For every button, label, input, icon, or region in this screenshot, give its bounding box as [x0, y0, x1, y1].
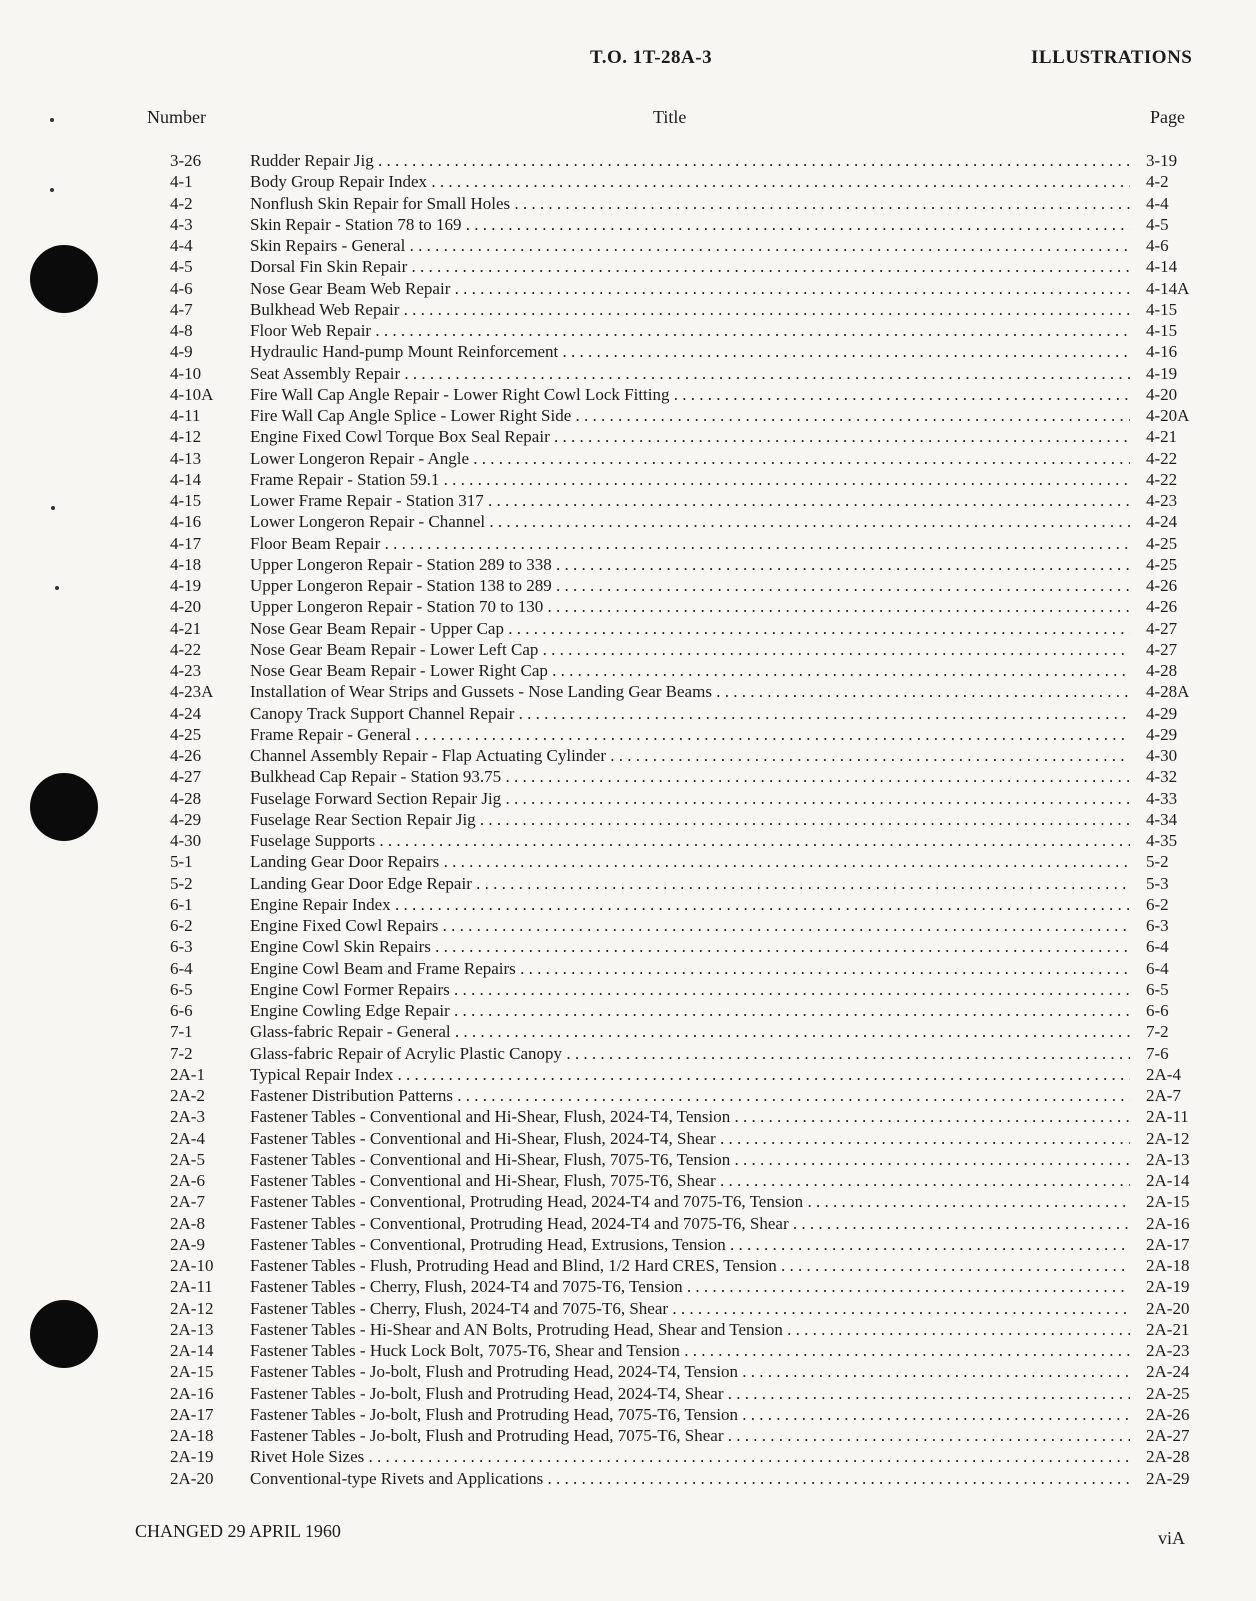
figure-title: Nonflush Skin Repair for Small Holes . . . — [250, 193, 1130, 214]
list-item — [0, 1128, 1256, 1149]
figure-title: Engine Fixed Cowl Torque Box Seal Repair . . . — [250, 426, 1130, 447]
figure-page: 4-26 — [1146, 597, 1178, 617]
figure-title: Engine Repair Index . . . — [250, 894, 1130, 915]
list-item — [0, 766, 1256, 787]
figure-number: 4-9 — [170, 342, 193, 362]
figure-number: 2A-2 — [170, 1086, 205, 1105]
figure-title: Fastener Tables - Jo-bolt, Flush and Protruding Head, 7075-T6, Tension . . . — [250, 1404, 1130, 1425]
figure-number: 2A-9 — [170, 1234, 205, 1254]
figure-title: Floor Beam Repair . . . — [250, 533, 1130, 554]
figure-title: Nose Gear Beam Web Repair . . . — [250, 278, 1130, 299]
list-item — [0, 958, 1256, 979]
figure-number: 7-2 — [170, 1043, 193, 1063]
figure-page: 4-28A — [1146, 682, 1190, 702]
list-item — [0, 405, 1256, 426]
list-item — [0, 256, 1256, 277]
page-number: viA — [1158, 1528, 1185, 1548]
list-item — [0, 745, 1256, 766]
figure-title: Frame Repair - Station 59.1 . . . — [250, 469, 1130, 490]
list-item — [0, 596, 1256, 617]
list-item — [0, 278, 1256, 299]
figure-number: 6-1 — [170, 894, 193, 914]
figure-number: 2A-13 — [170, 1319, 214, 1339]
figure-number: 6-5 — [170, 979, 193, 999]
figure-title: Fastener Tables - Jo-bolt, Flush and Protruding Head, 7075-T6, Shear . . . — [250, 1425, 1130, 1446]
figure-page: 4-30 — [1146, 746, 1178, 765]
list-item — [0, 1021, 1256, 1042]
figure-page: 4-35 — [1146, 831, 1178, 850]
figure-number: 4-10A — [170, 384, 214, 404]
figure-number: 2A-1 — [170, 1064, 205, 1084]
figure-number: 4-7 — [170, 299, 193, 319]
figure-number: 4-12 — [170, 427, 202, 447]
figure-number: 4-21 — [170, 618, 202, 638]
figure-title: Landing Gear Door Edge Repair . . . — [250, 873, 1130, 894]
figure-page: 5-3 — [1146, 873, 1169, 893]
figure-page: 4-23 — [1146, 491, 1178, 510]
list-item — [0, 554, 1256, 575]
list-item — [0, 1043, 1256, 1064]
figure-page: 2A-21 — [1146, 1319, 1190, 1339]
list-item — [0, 1255, 1256, 1276]
figure-page: 4-20A — [1146, 406, 1190, 425]
figure-page: 2A-13 — [1146, 1149, 1190, 1169]
figure-page: 2A-24 — [1146, 1362, 1190, 1382]
figure-title: Fastener Distribution Patterns . . . — [250, 1085, 1130, 1106]
list-item — [0, 894, 1256, 915]
figure-number: 4-20 — [170, 597, 202, 617]
figure-page: 4-28 — [1146, 661, 1178, 680]
figure-page: 2A-27 — [1146, 1426, 1190, 1445]
list-item — [0, 235, 1256, 256]
figure-page: 6-2 — [1146, 894, 1169, 914]
figure-title: Glass-fabric Repair - General . . . — [250, 1021, 1130, 1042]
figure-number: 7-1 — [170, 1022, 193, 1042]
list-item — [0, 660, 1256, 681]
figure-page: 2A-4 — [1146, 1064, 1181, 1084]
list-item — [0, 809, 1256, 830]
list-item — [0, 490, 1256, 511]
figure-page: 4-14A — [1146, 278, 1190, 298]
figure-page: 2A-16 — [1146, 1213, 1190, 1233]
figure-title: Nose Gear Beam Repair - Lower Left Cap . . . — [250, 639, 1130, 660]
figure-title: Upper Longeron Repair - Station 70 to 130 . . . — [250, 596, 1130, 617]
figure-title: Conventional-type Rivets and Applications . . . — [250, 1468, 1130, 1489]
figure-page: 2A-18 — [1146, 1256, 1190, 1275]
figure-number: 4-8 — [170, 321, 193, 340]
figure-number: 4-18 — [170, 554, 202, 574]
figure-title: Typical Repair Index . . . — [250, 1064, 1130, 1085]
list-item — [0, 1191, 1256, 1212]
figure-number: 4-28 — [170, 788, 202, 808]
figure-title: Lower Longeron Repair - Channel . . . — [250, 511, 1130, 532]
figure-page: 2A-17 — [1146, 1234, 1190, 1254]
figure-number: 4-30 — [170, 831, 202, 850]
figure-title: Body Group Repair Index . . . — [250, 171, 1130, 192]
list-item — [0, 1340, 1256, 1361]
figure-number: 4-17 — [170, 533, 202, 553]
figure-title: Fastener Tables - Jo-bolt, Flush and Protruding Head, 2024-T4, Tension . . . — [250, 1361, 1130, 1382]
figure-number: 4-14 — [170, 469, 202, 489]
figure-title: Channel Assembly Repair - Flap Actuating Cylinder . . . — [250, 745, 1130, 766]
figure-page: 2A-7 — [1146, 1086, 1181, 1105]
list-item — [0, 150, 1256, 171]
list-item — [0, 1298, 1256, 1319]
figure-number: 2A-3 — [170, 1107, 205, 1127]
figure-page: 2A-26 — [1146, 1404, 1190, 1424]
figure-number: 2A-16 — [170, 1383, 214, 1403]
list-item — [0, 171, 1256, 192]
figure-page: 7-2 — [1146, 1022, 1169, 1042]
figure-page: 4-26 — [1146, 576, 1178, 595]
figure-title: Engine Cowl Skin Repairs . . . — [250, 936, 1130, 957]
figure-number: 4-15 — [170, 491, 202, 510]
change-notice: CHANGED 29 APRIL 1960 — [135, 1521, 341, 1541]
list-item — [0, 1085, 1256, 1106]
figure-page: 2A-15 — [1146, 1192, 1190, 1212]
figure-title: Fastener Tables - Flush, Protruding Head and Blind, 1/2 Hard CRES, Tension . . . — [250, 1255, 1130, 1276]
figure-page: 2A-23 — [1146, 1341, 1190, 1360]
figure-title: Fastener Tables - Conventional, Protruding Head, 2024-T4 and 7075-T6, Shear . . . — [250, 1213, 1130, 1234]
figure-title: Fastener Tables - Conventional and Hi-Shear, Flush, 2024-T4, Tension . . . — [250, 1106, 1130, 1127]
figure-title: Engine Cowling Edge Repair . . . — [250, 1000, 1130, 1021]
figure-title: Seat Assembly Repair . . . — [250, 363, 1130, 384]
figure-number: 4-13 — [170, 448, 202, 468]
list-item — [0, 1170, 1256, 1191]
figure-title: Nose Gear Beam Repair - Lower Right Cap . . . — [250, 660, 1130, 681]
figure-title: Fastener Tables - Hi-Shear and AN Bolts, Protruding Head, Shear and Tension . . . — [250, 1319, 1130, 1340]
figure-page: 4-20 — [1146, 384, 1178, 404]
list-item — [0, 703, 1256, 724]
figure-page: 4-21 — [1146, 427, 1178, 447]
list-item — [0, 1468, 1256, 1489]
figure-title: Fastener Tables - Jo-bolt, Flush and Protruding Head, 2024-T4, Shear . . . — [250, 1383, 1130, 1404]
figure-title: Engine Fixed Cowl Repairs . . . — [250, 915, 1130, 936]
figure-title: Glass-fabric Repair of Acrylic Plastic Canopy . . . — [250, 1043, 1130, 1064]
figure-page: 6-5 — [1146, 979, 1169, 999]
figure-title: Engine Cowl Former Repairs . . . — [250, 979, 1130, 1000]
list-item — [0, 533, 1256, 554]
list-item — [0, 1361, 1256, 1382]
list-item — [0, 681, 1256, 702]
figure-page: 2A-29 — [1146, 1468, 1190, 1488]
figure-number: 2A-18 — [170, 1426, 214, 1445]
figure-number: 4-10 — [170, 363, 202, 383]
figure-number: 4-19 — [170, 576, 202, 595]
figure-number: 6-2 — [170, 916, 193, 935]
list-item — [0, 1446, 1256, 1467]
list-item — [0, 1064, 1256, 1085]
list-item — [0, 724, 1256, 745]
figure-page: 4-27 — [1146, 618, 1178, 638]
figure-page: 6-3 — [1146, 916, 1169, 935]
figure-number: 4-2 — [170, 193, 193, 213]
figure-number: 6-4 — [170, 958, 193, 978]
figure-title: Upper Longeron Repair - Station 289 to 338 . . . — [250, 554, 1130, 575]
figure-title: Rivet Hole Sizes . . . — [250, 1446, 1130, 1467]
figure-number: 4-27 — [170, 767, 202, 787]
list-item — [0, 979, 1256, 1000]
figure-number: 2A-8 — [170, 1213, 205, 1233]
figure-title: Fastener Tables - Cherry, Flush, 2024-T4 and 7075-T6, Shear . . . — [250, 1298, 1130, 1319]
list-item — [0, 1149, 1256, 1170]
list-item — [0, 1425, 1256, 1446]
list-item — [0, 1106, 1256, 1127]
figure-title: Installation of Wear Strips and Gussets - Nose Landing Gear Beams . . . — [250, 681, 1130, 702]
figure-title: Rudder Repair Jig . . . — [250, 150, 1130, 171]
figure-number: 4-6 — [170, 278, 193, 298]
figure-page: 6-4 — [1146, 958, 1169, 978]
figure-number: 2A-15 — [170, 1362, 214, 1382]
figure-title: Skin Repair - Station 78 to 169 . . . — [250, 214, 1130, 235]
figure-title: Bulkhead Cap Repair - Station 93.75 . . . — [250, 766, 1130, 787]
section-title: ILLUSTRATIONS — [1031, 47, 1193, 68]
list-item — [0, 851, 1256, 872]
figure-page: 4-32 — [1146, 767, 1178, 787]
list-item — [0, 639, 1256, 660]
list-item — [0, 1383, 1256, 1404]
list-item — [0, 618, 1256, 639]
figure-number: 3-26 — [170, 151, 202, 170]
figure-number: 5-1 — [170, 852, 193, 872]
figure-title: Landing Gear Door Repairs . . . — [250, 851, 1130, 872]
list-item — [0, 341, 1256, 362]
figure-number: 5-2 — [170, 873, 193, 893]
figure-title: Fastener Tables - Huck Lock Bolt, 7075-T6, Shear and Tension . . . — [250, 1340, 1130, 1361]
title-column-heading: Title — [653, 107, 687, 127]
list-item — [0, 511, 1256, 532]
figure-number: 2A-10 — [170, 1256, 214, 1275]
figure-title: Fastener Tables - Conventional, Protruding Head, Extrusions, Tension . . . — [250, 1234, 1130, 1255]
figure-page: 2A-14 — [1146, 1171, 1190, 1190]
figure-page: 4-25 — [1146, 533, 1178, 553]
figure-number: 4-25 — [170, 724, 202, 744]
figure-title: Upper Longeron Repair - Station 138 to 289 . . . — [250, 575, 1130, 596]
figure-page: 4-5 — [1146, 214, 1169, 234]
figure-page: 4-22 — [1146, 469, 1178, 489]
figure-page: 4-19 — [1146, 363, 1178, 383]
figure-title: Engine Cowl Beam and Frame Repairs . . . — [250, 958, 1130, 979]
figure-title: Dorsal Fin Skin Repair . . . — [250, 256, 1130, 277]
figure-title: Fuselage Rear Section Repair Jig . . . — [250, 809, 1130, 830]
figure-page: 6-6 — [1146, 1001, 1169, 1020]
figure-page: 4-15 — [1146, 321, 1178, 340]
figure-number: 4-11 — [170, 406, 201, 425]
figure-number: 2A-11 — [170, 1277, 213, 1297]
list-item — [0, 788, 1256, 809]
figure-number: 2A-20 — [170, 1468, 214, 1488]
figure-page: 2A-11 — [1146, 1107, 1189, 1127]
list-item — [0, 214, 1256, 235]
list-item — [0, 1276, 1256, 1297]
list-item — [0, 1319, 1256, 1340]
figure-title: Fastener Tables - Cherry, Flush, 2024-T4 and 7075-T6, Tension . . . — [250, 1276, 1130, 1297]
figure-page: 4-29 — [1146, 703, 1178, 723]
list-item — [0, 193, 1256, 214]
figure-page: 4-33 — [1146, 788, 1178, 808]
figure-page: 4-34 — [1146, 809, 1178, 829]
list-item — [0, 1404, 1256, 1425]
figure-title: Fastener Tables - Conventional, Protruding Head, 2024-T4 and 7075-T6, Tension . . . — [250, 1191, 1130, 1212]
list-item — [0, 1234, 1256, 1255]
document-number: T.O. 1T-28A-3 — [590, 47, 713, 68]
illustration-list — [0, 150, 1256, 1489]
page-column-heading: Page — [1150, 107, 1185, 127]
figure-number: 4-16 — [170, 512, 202, 532]
figure-title: Lower Frame Repair - Station 317 . . . — [250, 490, 1130, 511]
figure-page: 2A-25 — [1146, 1383, 1190, 1403]
list-item — [0, 384, 1256, 405]
figure-title: Fastener Tables - Conventional and Hi-Shear, Flush, 7075-T6, Shear . . . — [250, 1170, 1130, 1191]
list-item — [0, 936, 1256, 957]
list-item — [0, 1213, 1256, 1234]
figure-page: 4-4 — [1146, 193, 1169, 213]
figure-number: 4-23 — [170, 661, 202, 680]
figure-number: 2A-5 — [170, 1149, 205, 1169]
figure-title: Canopy Track Support Channel Repair . . . — [250, 703, 1130, 724]
figure-title: Fire Wall Cap Angle Repair - Lower Right Cowl Lock Fitting . . . — [250, 384, 1130, 405]
figure-number: 4-26 — [170, 746, 202, 765]
figure-page: 4-6 — [1146, 236, 1169, 255]
list-item — [0, 469, 1256, 490]
figure-page: 4-29 — [1146, 724, 1178, 744]
number-column-heading: Number — [147, 107, 206, 127]
figure-page: 4-27 — [1146, 639, 1178, 659]
figure-title: Fastener Tables - Conventional and Hi-Shear, Flush, 7075-T6, Tension . . . — [250, 1149, 1130, 1170]
figure-number: 2A-12 — [170, 1298, 214, 1318]
figure-page: 4-15 — [1146, 299, 1178, 319]
figure-number: 6-3 — [170, 937, 193, 957]
figure-page: 4-24 — [1146, 512, 1178, 532]
figure-number: 2A-19 — [170, 1447, 214, 1467]
figure-number: 2A-6 — [170, 1171, 205, 1190]
figure-page: 2A-28 — [1146, 1447, 1190, 1467]
list-item — [0, 363, 1256, 384]
figure-page: 5-2 — [1146, 852, 1169, 872]
figure-number: 4-5 — [170, 257, 193, 277]
figure-title: Skin Repairs - General . . . — [250, 235, 1130, 256]
figure-number: 4-4 — [170, 236, 193, 255]
figure-number: 2A-7 — [170, 1192, 205, 1212]
list-item — [0, 320, 1256, 341]
figure-number: 4-3 — [170, 214, 193, 234]
figure-page: 2A-19 — [1146, 1277, 1190, 1297]
figure-title: Frame Repair - General . . . — [250, 724, 1130, 745]
figure-page: 6-4 — [1146, 937, 1169, 957]
figure-title: Bulkhead Web Repair . . . — [250, 299, 1130, 320]
figure-page: 2A-20 — [1146, 1298, 1190, 1318]
list-item — [0, 873, 1256, 894]
figure-number: 4-22 — [170, 639, 202, 659]
figure-page: 4-14 — [1146, 257, 1178, 277]
figure-page: 2A-12 — [1146, 1128, 1190, 1148]
figure-number: 2A-4 — [170, 1128, 205, 1148]
figure-title: Fire Wall Cap Angle Splice - Lower Right Side . . . — [250, 405, 1130, 426]
figure-number: 4-24 — [170, 703, 202, 723]
figure-page: 4-25 — [1146, 554, 1178, 574]
list-item — [0, 1000, 1256, 1021]
figure-page: 3-19 — [1146, 151, 1178, 170]
figure-title: Lower Longeron Repair - Angle . . . — [250, 448, 1130, 469]
figure-page: 4-22 — [1146, 448, 1178, 468]
figure-number: 6-6 — [170, 1001, 193, 1020]
figure-number: 4-1 — [170, 172, 193, 192]
paper-speck — [50, 118, 54, 122]
figure-title: Floor Web Repair . . . — [250, 320, 1130, 341]
figure-title: Hydraulic Hand-pump Mount Reinforcement . . . — [250, 341, 1130, 362]
figure-title: Fuselage Forward Section Repair Jig . . . — [250, 788, 1130, 809]
figure-page: 4-16 — [1146, 342, 1178, 362]
list-item — [0, 575, 1256, 596]
list-item — [0, 426, 1256, 447]
figure-number: 2A-14 — [170, 1341, 214, 1360]
list-item — [0, 299, 1256, 320]
list-item — [0, 915, 1256, 936]
figure-title: Fuselage Supports . . . — [250, 830, 1130, 851]
figure-title: Fastener Tables - Conventional and Hi-Shear, Flush, 2024-T4, Shear . . . — [250, 1128, 1130, 1149]
figure-title: Nose Gear Beam Repair - Upper Cap . . . — [250, 618, 1130, 639]
list-item — [0, 448, 1256, 469]
figure-number: 2A-17 — [170, 1404, 214, 1424]
figure-number: 4-23A — [170, 682, 214, 702]
list-item — [0, 830, 1256, 851]
figure-page: 7-6 — [1146, 1043, 1169, 1063]
figure-number: 4-29 — [170, 809, 202, 829]
figure-page: 4-2 — [1146, 172, 1169, 192]
